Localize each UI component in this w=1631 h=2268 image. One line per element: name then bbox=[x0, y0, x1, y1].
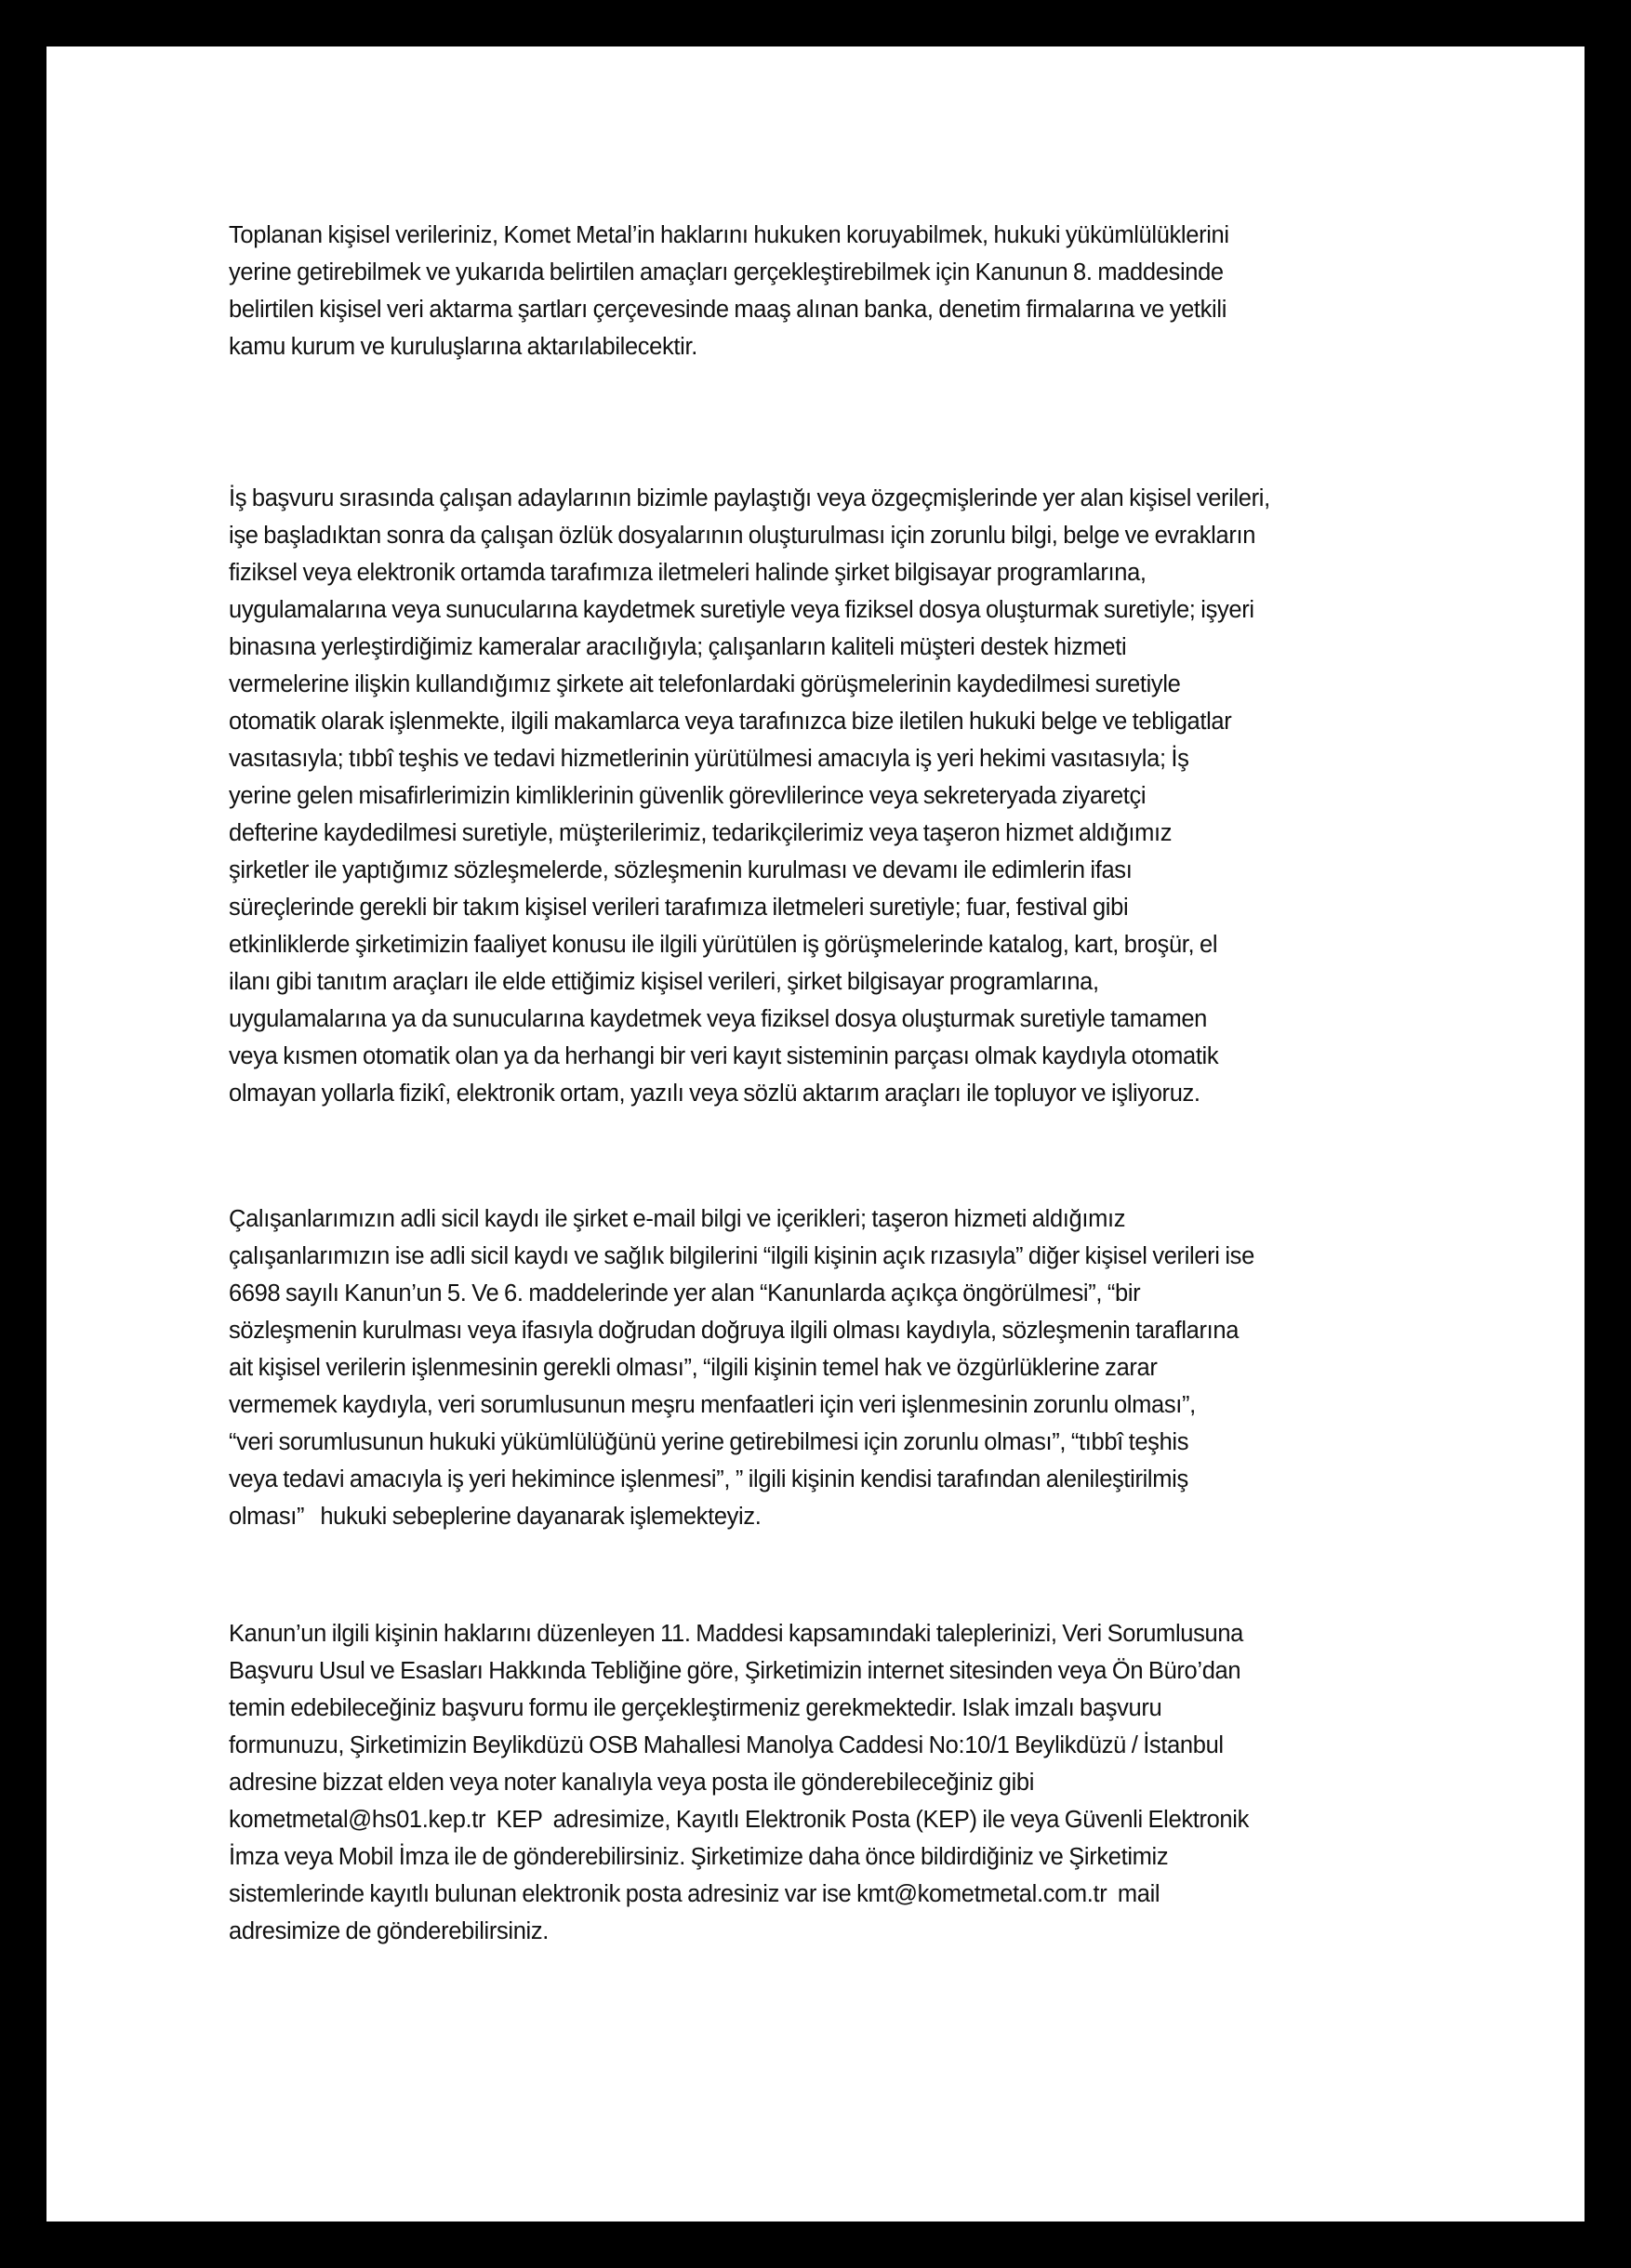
text-line: adresimize de gönderebilirsiniz. bbox=[229, 1918, 549, 1944]
text-line: fiziksel veya elektronik ortamda tarafımıza iletmeleri halinde şirket bilgisayar programlarına, bbox=[229, 560, 1147, 586]
text-line: formunuzu, Şirketimizin Beylikdüzü OSB Mahallesi Manolya Caddesi No:10/1 Beylikdüzü / İstanbul bbox=[229, 1732, 1224, 1758]
text-line: defterine kaydedilmesi suretiyle, müşterilerimiz, tedarikçilerimiz veya taşeron hizmet aldığımız bbox=[229, 820, 1173, 846]
paragraph-legal-basis bbox=[229, 1200, 1456, 1535]
text-line: temin edebileceğiniz başvuru formu ile gerçekleştirmeniz gerekmektedir. Islak imzalı başvuru bbox=[229, 1695, 1162, 1721]
text-line: yerine gelen misafirlerimizin kimliklerinin güvenlik görevlilerince veya sekreteryada ziyaretçi bbox=[229, 783, 1147, 809]
text-line: Başvuru Usul ve Esasları Hakkında Tebliğine göre, Şirketimizin internet sitesinden veya Ön Büro’dan bbox=[229, 1658, 1241, 1684]
text-line: “veri sorumlusunun hukuki yükümlülüğünü yerine getirebilmesi için zorunlu olması”, “tıbbî teşhis bbox=[229, 1429, 1189, 1455]
text-line: sözleşmenin kurulması veya ifasıyla doğrudan doğruya ilgili olması kaydıyla, sözleşmenin taraflarına bbox=[229, 1318, 1240, 1344]
text-line: vermemek kaydıyla, veri sorumlusunun meşru menfaatleri için veri işlenmesinin zorunlu olması”, bbox=[229, 1392, 1196, 1418]
text-line: etkinliklerde şirketimizin faaliyet konusu ile ilgili yürütülen iş görüşmelerinde katalog, kart, broşür, el bbox=[229, 932, 1218, 958]
text-line: Çalışanlarımızın adli sicil kaydı ile şirket e-mail bilgi ve içerikleri; taşeron hizmeti aldığımız bbox=[229, 1206, 1126, 1232]
text-line: otomatik olarak işlenmekte, ilgili makamlarca veya tarafınızca bize iletilen hukuki belge ve tebligatlar bbox=[229, 709, 1232, 735]
text-line: işe başladıktan sonra da çalışan özlük dosyalarının oluşturulması için zorunlu bilgi, belge ve evrakların bbox=[229, 523, 1256, 549]
text-line: olması” hukuki sebeplerine dayanarak işlemekteyiz. bbox=[229, 1504, 762, 1530]
text-line: İmza veya Mobil İmza ile de gönderebilirsiniz. Şirketimize daha önce bildirdiğiniz ve Şirketimiz bbox=[229, 1844, 1169, 1870]
text-line: şirketler ile yaptığımız sözleşmelerde, sözleşmenin kurulması ve devamı ile edimlerin ifası bbox=[229, 857, 1133, 883]
text-line: vasıtasıyla; tıbbî teşhis ve tedavi hizmetlerinin yürütülmesi amacıyla iş yeri hekimi vasıtasıyla; İş bbox=[229, 746, 1189, 772]
paragraph-application-rights bbox=[229, 1615, 1456, 1950]
text-line: Kanun’un ilgili kişinin haklarını düzenleyen 11. Maddesi kapsamındaki taleplerinizi, Veri Sorumlusuna bbox=[229, 1621, 1243, 1647]
text-line: olmayan yollarla fizikî, elektronik ortam, yazılı veya sözlü aktarım araçları ile topluyor ve işliyoruz. bbox=[229, 1081, 1200, 1107]
text-line: sistemlerinde kayıtlı bulunan elektronik posta adresiniz var ise kmt@kometmetal.com.tr mail bbox=[229, 1881, 1160, 1907]
text-line: ilanı gibi tanıtım araçları ile elde ettiğimiz kişisel verileri, şirket bilgisayar programlarına, bbox=[229, 969, 1099, 995]
text-line: yerine getirebilmek ve yukarıda belirtilen amaçları gerçekleştirebilmek için Kanunun 8. maddesinde bbox=[229, 259, 1224, 285]
paragraph-collection-methods bbox=[229, 480, 1456, 1112]
text-line: veya kısmen otomatik olan ya da herhangi bir veri kayıt sisteminin parçası olmak kaydıyla otomatik bbox=[229, 1043, 1219, 1069]
text-line: binasına yerleştirdiğimiz kameralar aracılığıyla; çalışanların kaliteli müşteri destek hizmeti bbox=[229, 634, 1127, 660]
text-line: 6698 sayılı Kanun’un 5. Ve 6. maddelerinde yer alan “Kanunlarda açıkça öngörülmesi”, “bir bbox=[229, 1280, 1141, 1306]
text-line: adresine bizzat elden veya noter kanalıyla veya posta ile gönderebileceğiniz gibi bbox=[229, 1770, 1035, 1796]
text-line: çalışanlarımızın ise adli sicil kaydı ve sağlık bilgilerini “ilgili kişinin açık rızasıyla” diğer kişisel verileri ise bbox=[229, 1243, 1254, 1269]
text-line: belirtilen kişisel veri aktarma şartları çerçevesinde maaş alınan banka, denetim firmalarına ve yetkili bbox=[229, 297, 1227, 323]
text-line: ait kişisel verilerin işlenmesinin gerekli olması”, “ilgili kişinin temel hak ve özgürlüklerine zarar bbox=[229, 1355, 1158, 1381]
text-line: Toplanan kişisel verileriniz, Komet Metal’in haklarını hukuken koruyabilmek, hukuki yükümlülüklerini bbox=[229, 222, 1229, 248]
paragraph-data-transfer bbox=[229, 217, 1456, 365]
document-page bbox=[46, 46, 1585, 2222]
text-line: kamu kurum ve kuruluşlarına aktarılabilecektir. bbox=[229, 334, 697, 360]
text-line: veya tedavi amacıyla iş yeri hekimince işlenmesi”, ” ilgili kişinin kendisi tarafından alenileştirilmiş bbox=[229, 1466, 1188, 1492]
text-line: uygulamalarına veya sunucularına kaydetmek suretiyle veya fiziksel dosya oluşturmak suretiyle; işyeri bbox=[229, 597, 1254, 623]
text-line: uygulamalarına ya da sunucularına kaydetmek veya fiziksel dosya oluşturmak suretiyle tamamen bbox=[229, 1006, 1207, 1032]
text-line: vermelerine ilişkin kullandığımız şirkete ait telefonlardaki görüşmelerinin kaydedilmesi suretiyle bbox=[229, 671, 1181, 697]
text-line: kometmetal@hs01.kep.tr KEP adresimize, Kayıtlı Elektronik Posta (KEP) ile veya Güvenli Elektronik bbox=[229, 1807, 1249, 1833]
text-line: süreçlerinde gerekli bir takım kişisel verileri tarafımıza iletmeleri suretiyle; fuar, festival gibi bbox=[229, 895, 1129, 921]
text-line: İş başvuru sırasında çalışan adaylarının bizimle paylaştığı veya özgeçmişlerinde yer alan kişisel verileri, bbox=[229, 485, 1270, 511]
